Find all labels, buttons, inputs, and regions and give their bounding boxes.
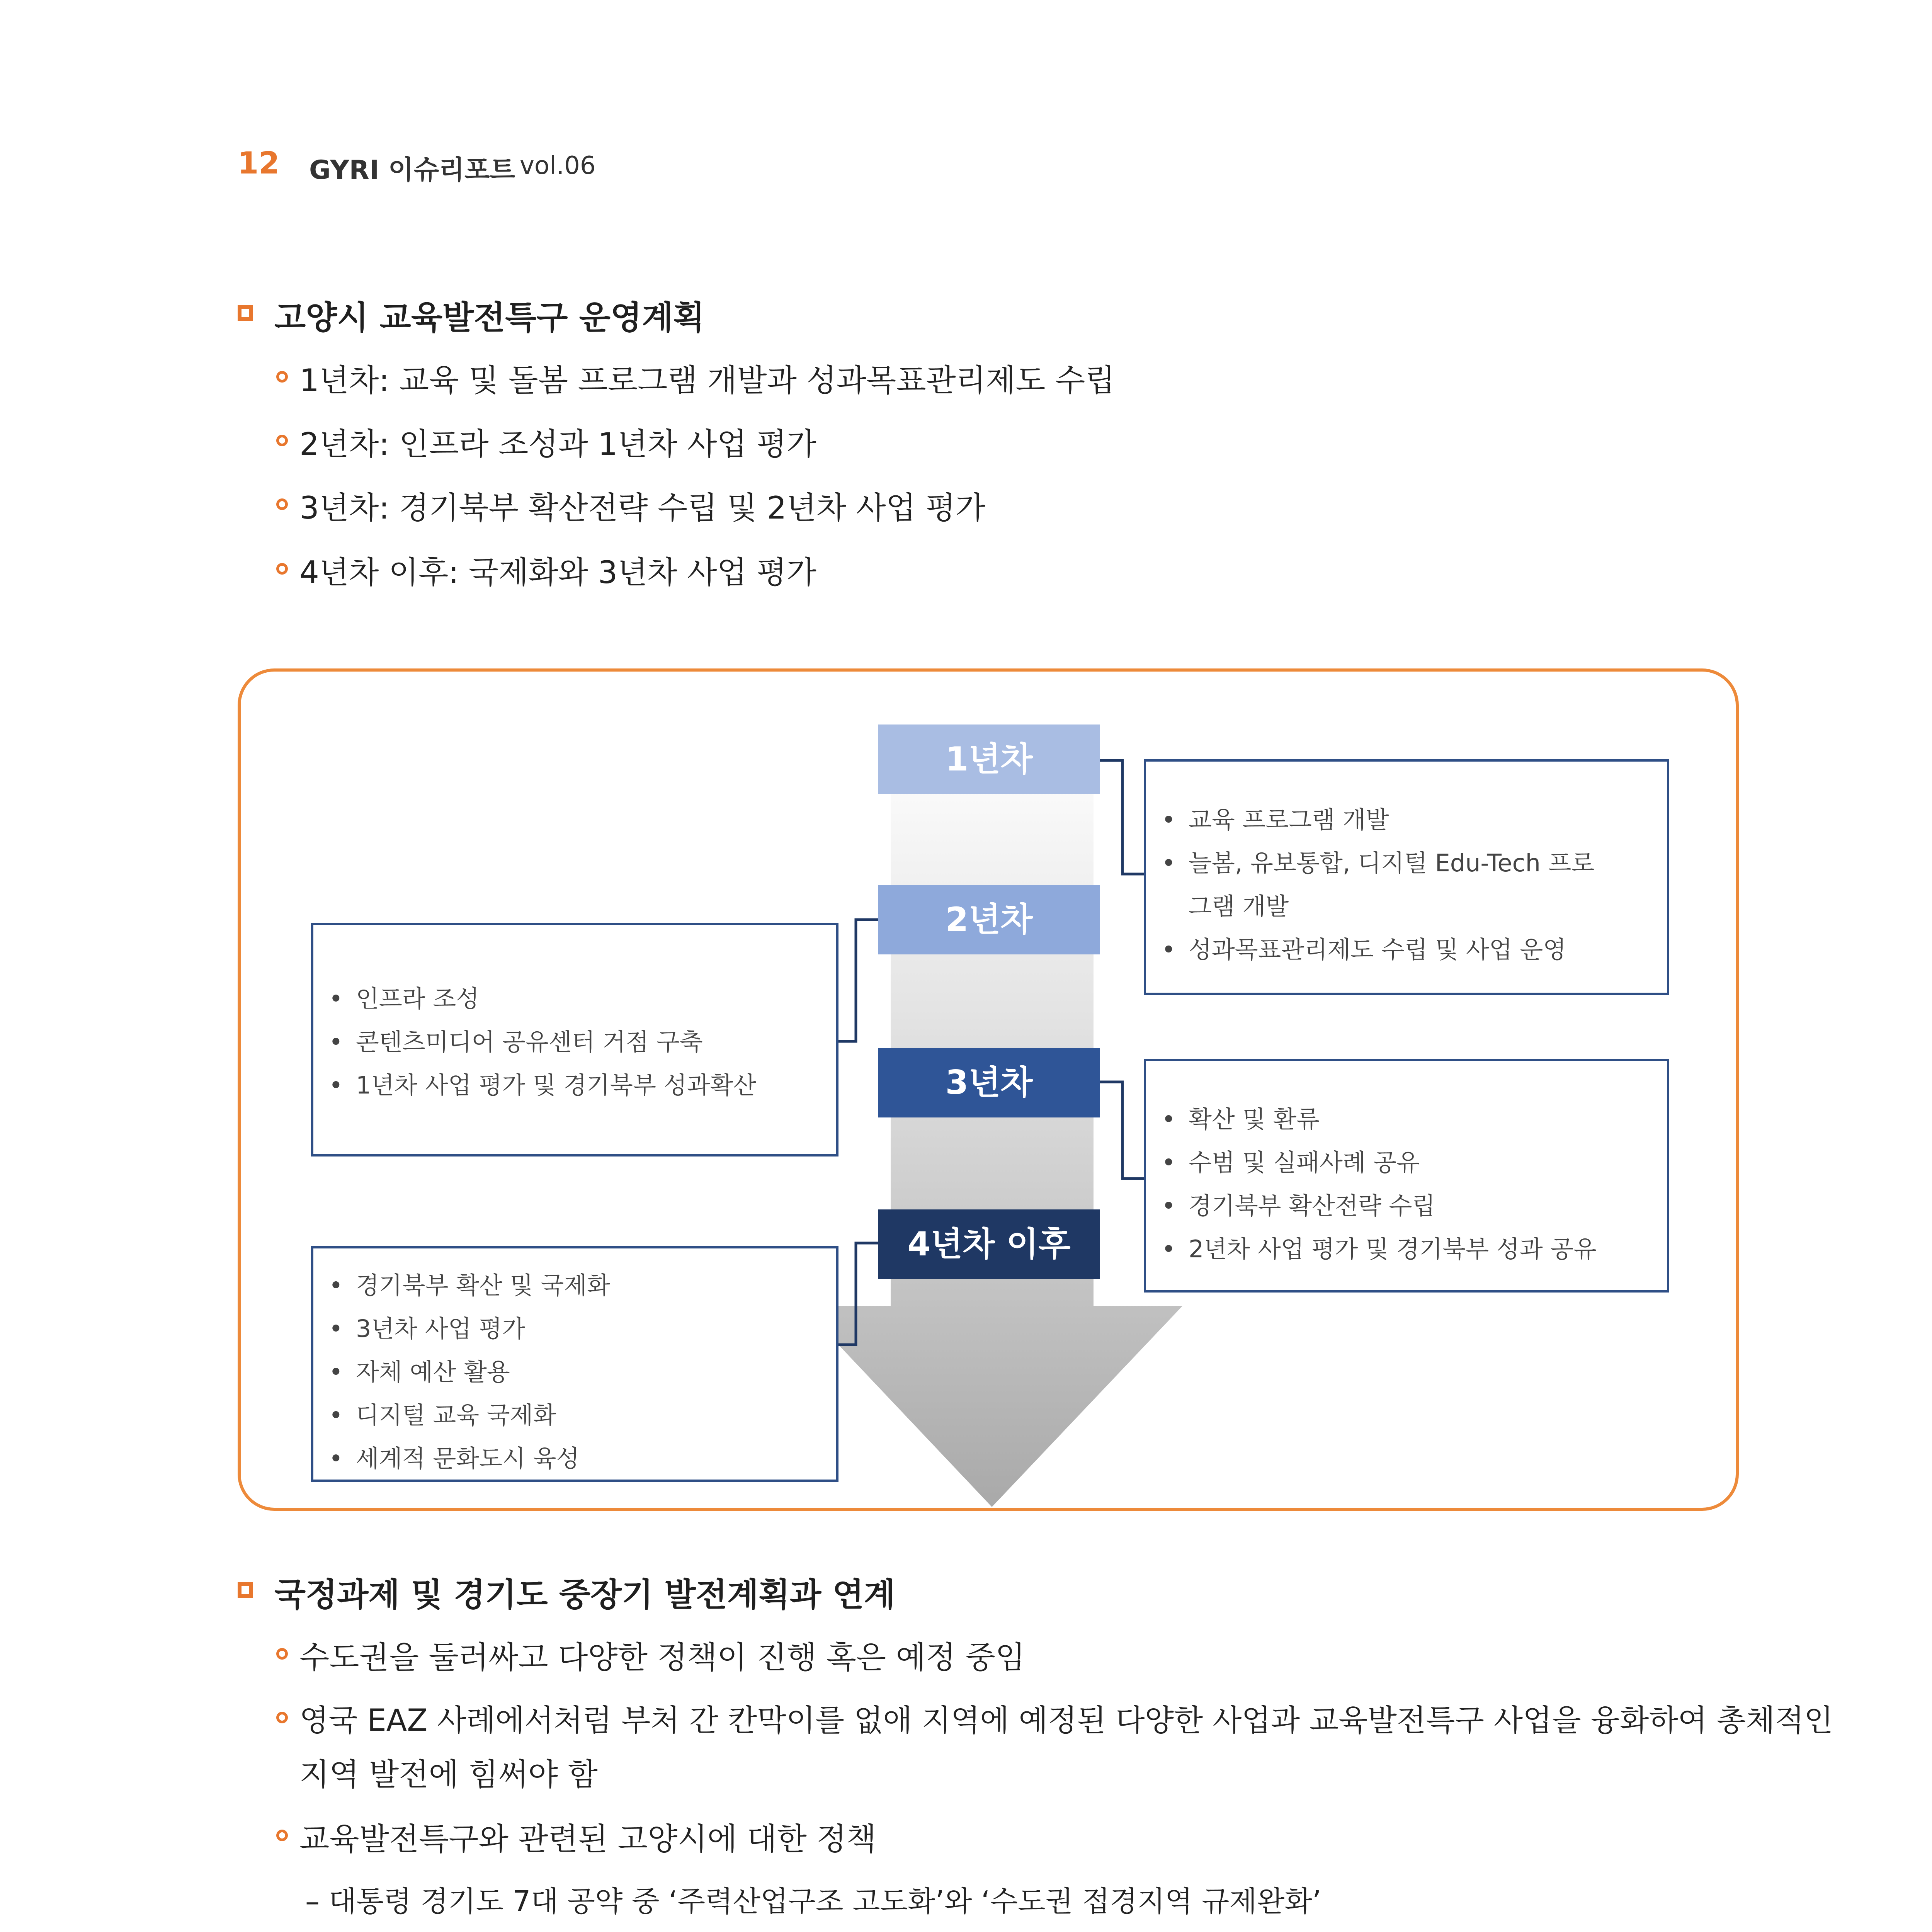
list-item: • 경기북부 확산전략 수립 (1162, 1192, 1435, 1220)
year3-tasks-box (1144, 1059, 1669, 1293)
publication-title: GYRI 이슈리포트 (309, 155, 515, 185)
phase-3-label: 3년차 (878, 1048, 1100, 1117)
list-item: • 자체 예산 활용 (329, 1358, 510, 1386)
list-item: • 인프라 조성 (329, 985, 480, 1013)
policy-sub-item: – 대통령 경기도 7대 공약 중 ‘주력산업구조 고도화’와 ‘수도권 접경지역 규제완화’ (305, 1885, 1321, 1918)
phase-1-label: 1년차 (878, 724, 1100, 794)
list-item: • 늘봄, 유보통합, 디지털 Edu-Tech 프로 (1162, 849, 1595, 877)
section1-item: 1년차: 교육 및 돌봄 프로그램 개발과 성과목표관리제도 수립 (299, 362, 1115, 398)
section1-item: 2년차: 인프라 조성과 1년차 사업 평가 (299, 426, 816, 462)
page-number: 12 (238, 146, 280, 181)
year1-tasks-box (1144, 759, 1669, 995)
section2-item: 수도권을 둘러싸고 다양한 정책이 진행 혹은 예정 중임 (299, 1639, 1026, 1675)
list-item: 그램 개발 (1189, 892, 1289, 920)
phase-4-label: 4년차 이후 (878, 1209, 1100, 1279)
year4-tasks-box (311, 1246, 838, 1482)
circle-bullet-icon (276, 1712, 288, 1723)
section1-item: 3년차: 경기북부 확산전략 수립 및 2년차 사업 평가 (299, 490, 986, 526)
circle-bullet-icon (276, 1648, 288, 1660)
section1-heading: 고양시 교육발전특구 운영계획 (274, 299, 705, 337)
list-item: • 콘텐츠미디어 공유센터 거점 구축 (329, 1028, 703, 1056)
section1-item: 4년차 이후: 국제화와 3년차 사업 평가 (299, 554, 816, 590)
list-item: • 1년차 사업 평가 및 경기북부 성과확산 (329, 1071, 757, 1099)
section2-item-continued: 지역 발전에 힘써야 함 (299, 1757, 598, 1793)
list-item: • 수범 및 실패사례 공유 (1162, 1148, 1420, 1177)
list-item: • 디지털 교육 국제화 (329, 1401, 556, 1429)
list-item: • 경기북부 확산 및 국제화 (329, 1271, 611, 1299)
list-item: • 3년차 사업 평가 (329, 1315, 526, 1343)
circle-bullet-icon (276, 1830, 288, 1841)
section2-item: 영국 EAZ 사례에서처럼 부처 간 칸막이를 없애 지역에 예정된 다양한 사업과 교육발전특구 사업을 융화하여 총체적인 (299, 1703, 1833, 1738)
list-item: • 2년차 사업 평가 및 경기북부 성과 공유 (1162, 1235, 1597, 1263)
year2-tasks-box (311, 923, 838, 1156)
phase-2-label: 2년차 (878, 885, 1100, 954)
list-item: • 교육 프로그램 개발 (1162, 806, 1389, 834)
list-item: • 성과목표관리제도 수립 및 사업 운영 (1162, 935, 1566, 964)
section2-heading: 국정과제 및 경기도 중장기 발전계획과 연계 (274, 1576, 895, 1614)
section2-item: 교육발전특구와 관련된 고양시에 대한 정책 (299, 1821, 876, 1857)
list-item: • 확산 및 환류 (1162, 1105, 1320, 1133)
publication-volume: vol.06 (520, 151, 596, 180)
square-bullet-icon (238, 1582, 253, 1598)
list-item: • 세계적 문화도시 육성 (329, 1444, 580, 1473)
